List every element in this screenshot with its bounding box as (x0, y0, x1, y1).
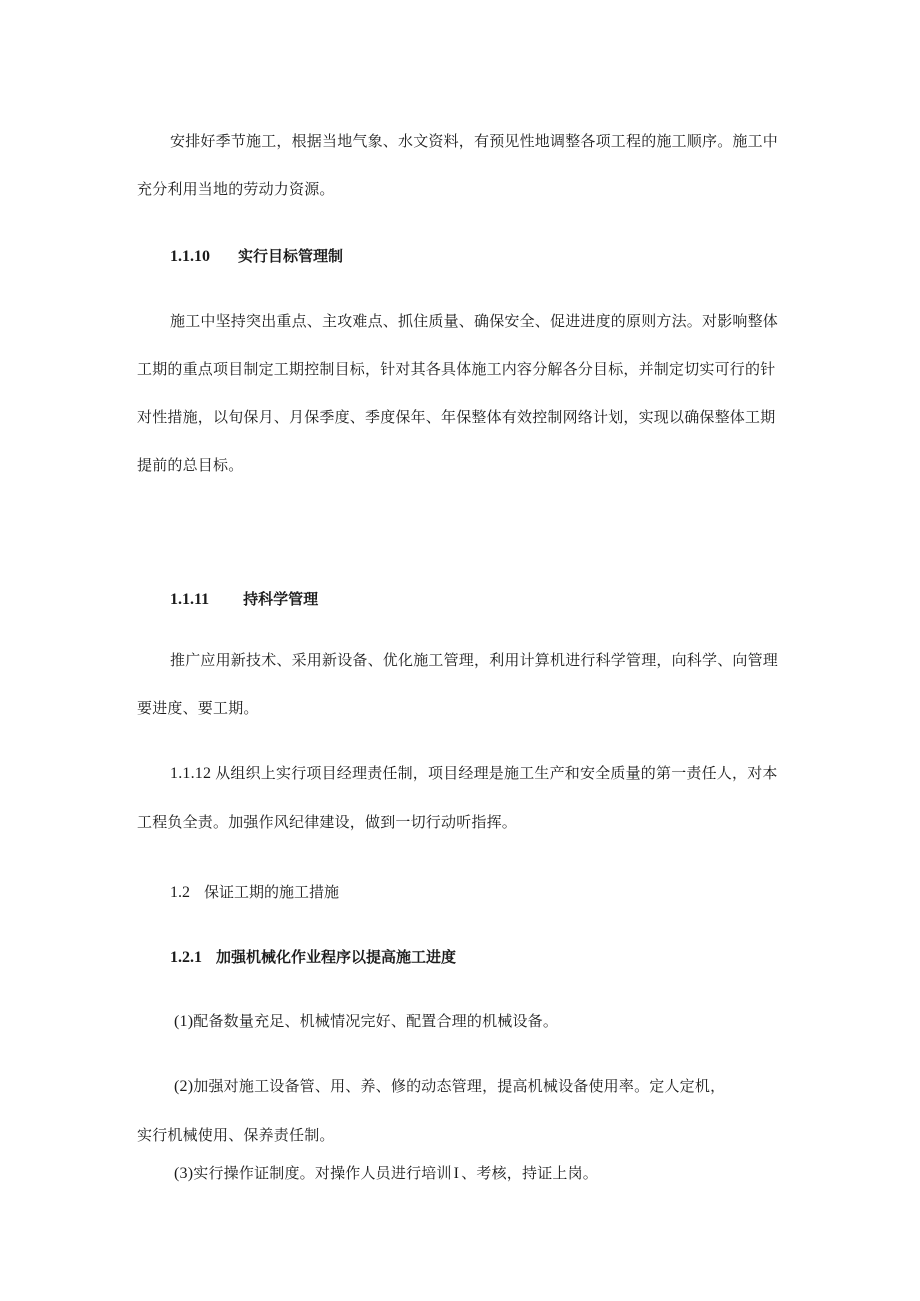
paragraph-1-1-12-line-1 (170, 763, 778, 784)
heading-1-2 (170, 882, 339, 903)
heading-1-1-10-title: 实行目标管理制 (238, 247, 344, 265)
list-item-2-marker: (2) (174, 1078, 194, 1095)
heading-1-2-1-title: 加强机械化作业程序以提高施工进度 (216, 948, 457, 966)
paragraph-target-line-4: 提前的总目标。 (137, 456, 244, 474)
heading-1-1-11-number: 1.1.11 (170, 591, 210, 608)
list-item-3 (174, 1163, 598, 1184)
list-item-3-text-after: 、考核，持证上岗。 (461, 1164, 599, 1182)
paragraph-target-line-1: 施工中坚持突出重点、主攻难点、抓住质量、确保安全、促进进度的原则方法。对影响整体 (170, 312, 779, 330)
list-item-3-marker: (3) (174, 1165, 194, 1182)
paragraph-1-1-12-number: 1.1.12 (170, 765, 212, 782)
paragraph-science-line-1: 推广应用新技术、采用新设备、优化施工管理，利用计算机进行科学管理，向科学、向管理 (170, 651, 779, 669)
heading-1-1-11 (170, 589, 318, 610)
paragraph-target-line-3: 对性措施，以旬保月、月保季度、季度保年、年保整体有效控制网络计划，实现以确保整体工期 (137, 408, 776, 426)
list-item-2-text: 加强对施工设备管、用、养、修的动态管理，提高机械设备使用率。定人定机， (193, 1077, 726, 1095)
list-item-1-marker: (1) (174, 1013, 194, 1030)
paragraph-seasonal-line-1: 安排好季节施工，根据当地气象、水文资料，有预见性地调整各项工程的施工顺序。施工中 (170, 132, 779, 150)
heading-1-2-1-number: 1.2.1 (170, 949, 202, 966)
heading-1-2-title: 保证工期的施工措施 (204, 883, 340, 901)
heading-1-2-1 (170, 947, 456, 968)
paragraph-seasonal-line-2: 充分利用当地的劳动力资源。 (137, 180, 335, 198)
paragraph-science-line-2: 要进度、要工期。 (137, 699, 259, 717)
paragraph-target-line-2: 工期的重点项目制定工期控制目标，针对其各具体施工内容分解各分目标，并制定切实可行的针 (137, 360, 776, 378)
heading-1-1-11-title: 持科学管理 (243, 590, 319, 608)
list-item-1-text: 配备数量充足、机械情况完好、配置合理的机械设备。 (193, 1012, 559, 1030)
heading-1-1-10 (170, 246, 343, 267)
list-item-2 (174, 1076, 725, 1097)
heading-1-1-10-number: 1.1.10 (170, 248, 210, 265)
paragraph-1-1-12-line-2: 工程负全责。加强作风纪律建设，做到一切行动听指挥。 (137, 813, 518, 831)
list-item-1 (174, 1011, 558, 1032)
list-item-2-line-2: 实行机械使用、保养责任制。 (137, 1126, 335, 1144)
list-item-3-roman: I (453, 1165, 460, 1182)
paragraph-1-1-12-text: 从组织上实行项目经理责任制，项目经理是施工生产和安全质量的第一责任人，对本 (215, 764, 778, 782)
heading-1-2-number: 1.2 (170, 884, 190, 901)
list-item-3-text-before: 实行操作证制度。对操作人员进行培训 (193, 1164, 452, 1182)
